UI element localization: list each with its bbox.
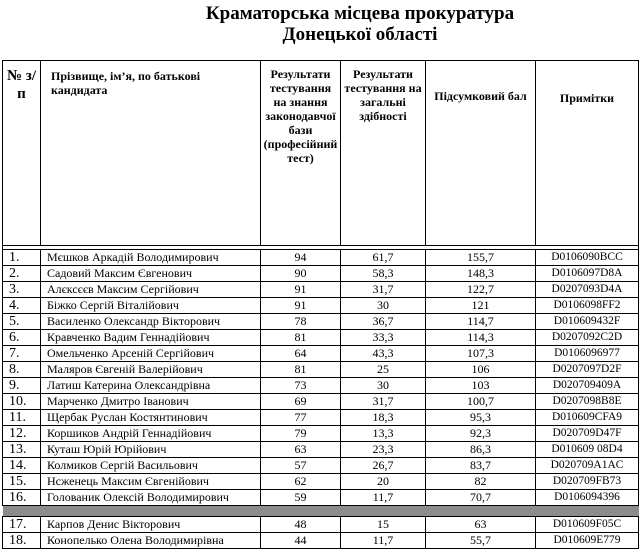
candidate-name: Василенко Олександр Вікторович <box>41 314 261 330</box>
law-test-score: 63 <box>261 442 341 458</box>
candidate-code: D020709FB73 <box>536 474 639 490</box>
general-test-score: 20 <box>341 474 426 490</box>
candidate-name: Марченко Дмитро Іванович <box>41 394 261 410</box>
header-total: Підсумковий бал <box>426 61 536 246</box>
row-number: 9. <box>3 378 41 394</box>
candidate-name: Латиш Катерина Олександрівна <box>41 378 261 394</box>
row-number: 8. <box>3 362 41 378</box>
table-row <box>3 266 639 282</box>
candidate-code: D020709409A <box>536 378 639 394</box>
candidate-name: Нсженець Максим Євгенійович <box>41 474 261 490</box>
row-number: 5. <box>3 314 41 330</box>
table-row <box>3 426 639 442</box>
general-test-score: 11,7 <box>341 533 426 549</box>
row-number: 16. <box>3 490 41 506</box>
general-test-score: 25 <box>341 362 426 378</box>
total-score: 55,7 <box>426 533 536 549</box>
total-score: 114,7 <box>426 314 536 330</box>
general-test-score: 31,7 <box>341 394 426 410</box>
total-score: 114,3 <box>426 330 536 346</box>
candidate-code: D0207098B8E <box>536 394 639 410</box>
candidate-code: D0106097D8A <box>536 266 639 282</box>
table-row <box>3 394 639 410</box>
separator-row <box>3 506 639 517</box>
table-row <box>3 298 639 314</box>
general-test-score: 61,7 <box>341 250 426 266</box>
general-test-score: 23,3 <box>341 442 426 458</box>
law-test-score: 69 <box>261 394 341 410</box>
candidate-name: Біжко Сергій Віталійович <box>41 298 261 314</box>
table-row <box>3 346 639 362</box>
candidate-code: D0106094396 <box>536 490 639 506</box>
candidate-code: D020709D47F <box>536 426 639 442</box>
total-score: 121 <box>426 298 536 314</box>
row-number: 6. <box>3 330 41 346</box>
document-subtitle: Донецької області <box>282 24 438 45</box>
total-score: 155,7 <box>426 250 536 266</box>
total-score: 100,7 <box>426 394 536 410</box>
general-test-score: 30 <box>341 298 426 314</box>
law-test-score: 78 <box>261 314 341 330</box>
general-test-score: 13,3 <box>341 426 426 442</box>
row-number: 3. <box>3 282 41 298</box>
total-score: 63 <box>426 517 536 533</box>
total-score: 70,7 <box>426 490 536 506</box>
table-row <box>3 474 639 490</box>
table-row <box>3 314 639 330</box>
law-test-score: 91 <box>261 282 341 298</box>
law-test-score: 77 <box>261 410 341 426</box>
header-name: Прізвище, ім’я, по батькові кандидата <box>41 61 261 246</box>
candidate-code: D010609CFA9 <box>536 410 639 426</box>
header-notes: Примітки <box>536 61 639 246</box>
total-score: 92,3 <box>426 426 536 442</box>
total-score: 82 <box>426 474 536 490</box>
table-row <box>3 533 639 549</box>
law-test-score: 62 <box>261 474 341 490</box>
table-header-row <box>3 61 639 246</box>
candidate-code: D010609432F <box>536 314 639 330</box>
candidate-name: Кравченко Вадим Геннадійович <box>41 330 261 346</box>
law-test-score: 73 <box>261 378 341 394</box>
law-test-score: 91 <box>261 298 341 314</box>
total-score: 86,3 <box>426 442 536 458</box>
candidate-code: D010609E779 <box>536 533 639 549</box>
general-test-score: 11,7 <box>341 490 426 506</box>
general-test-score: 43,3 <box>341 346 426 362</box>
candidate-code: D020709A1AC <box>536 458 639 474</box>
candidate-name: Омельченко Арсеній Сергійович <box>41 346 261 362</box>
candidate-name: Садовий Максим Євгенович <box>41 266 261 282</box>
general-test-score: 26,7 <box>341 458 426 474</box>
total-score: 95,3 <box>426 410 536 426</box>
row-number: 14. <box>3 458 41 474</box>
general-test-score: 18,3 <box>341 410 426 426</box>
candidate-code: D010609 08D4 <box>536 442 639 458</box>
table-row <box>3 378 639 394</box>
candidate-name: Маляров Євгеній Валерійович <box>41 362 261 378</box>
candidate-code: D0207097D2F <box>536 362 639 378</box>
law-test-score: 48 <box>261 517 341 533</box>
table-row <box>3 458 639 474</box>
header-law-test: Результати тестування на знання законодавчої бази (професійний тест) <box>261 61 341 246</box>
row-number: 2. <box>3 266 41 282</box>
header-number: № з/п <box>3 61 41 246</box>
total-score: 103 <box>426 378 536 394</box>
table-row <box>3 250 639 266</box>
general-test-score: 15 <box>341 517 426 533</box>
table-row <box>3 282 639 298</box>
row-number: 17. <box>3 517 41 533</box>
general-test-score: 36,7 <box>341 314 426 330</box>
table-row <box>3 517 639 533</box>
row-number: 11. <box>3 410 41 426</box>
candidate-name: Коршиков Андрій Геннадійович <box>41 426 261 442</box>
law-test-score: 81 <box>261 362 341 378</box>
law-test-score: 79 <box>261 426 341 442</box>
row-number: 13. <box>3 442 41 458</box>
law-test-score: 57 <box>261 458 341 474</box>
total-score: 106 <box>426 362 536 378</box>
row-number: 15. <box>3 474 41 490</box>
candidate-name: Куташ Юрій Юрійович <box>41 442 261 458</box>
candidate-name: Колмиков Сергій Васильович <box>41 458 261 474</box>
law-test-score: 64 <box>261 346 341 362</box>
candidate-code: D0106098FF2 <box>536 298 639 314</box>
total-score: 148,3 <box>426 266 536 282</box>
candidate-name: Голованик Олексій Володимирович <box>41 490 261 506</box>
candidate-code: D0207092C2D <box>536 330 639 346</box>
candidate-name: Карпов Денис Вікторович <box>41 517 261 533</box>
law-test-score: 44 <box>261 533 341 549</box>
law-test-score: 90 <box>261 266 341 282</box>
row-number: 4. <box>3 298 41 314</box>
total-score: 122,7 <box>426 282 536 298</box>
row-number: 12. <box>3 426 41 442</box>
table-row <box>3 410 639 426</box>
law-test-score: 59 <box>261 490 341 506</box>
header-general-test: Результати тестування на загальні здібності <box>341 61 426 246</box>
row-number: 7. <box>3 346 41 362</box>
candidate-code: D0207093D4A <box>536 282 639 298</box>
general-test-score: 31,7 <box>341 282 426 298</box>
table-row <box>3 442 639 458</box>
row-number: 1. <box>3 250 41 266</box>
table-row <box>3 490 639 506</box>
law-test-score: 94 <box>261 250 341 266</box>
candidate-code: D0106090BCC <box>536 250 639 266</box>
general-test-score: 58,3 <box>341 266 426 282</box>
candidate-code: D010609F05C <box>536 517 639 533</box>
row-number: 10. <box>3 394 41 410</box>
table-row <box>3 330 639 346</box>
document-title: Краматорська місцева прокуратура <box>205 3 515 24</box>
candidate-name: Конопелько Олена Володимирівна <box>41 533 261 549</box>
total-score: 107,3 <box>426 346 536 362</box>
candidate-code: D0106096977 <box>536 346 639 362</box>
general-test-score: 33,3 <box>341 330 426 346</box>
candidate-name: Мєшков Аркадій Володимирович <box>41 250 261 266</box>
results-table <box>2 60 639 549</box>
row-number: 18. <box>3 533 41 549</box>
law-test-score: 81 <box>261 330 341 346</box>
general-test-score: 30 <box>341 378 426 394</box>
total-score: 83,7 <box>426 458 536 474</box>
candidate-name: Щербак Руслан Костянтинович <box>41 410 261 426</box>
table-row <box>3 362 639 378</box>
candidate-name: Алєксєєв Максим Сергійович <box>41 282 261 298</box>
